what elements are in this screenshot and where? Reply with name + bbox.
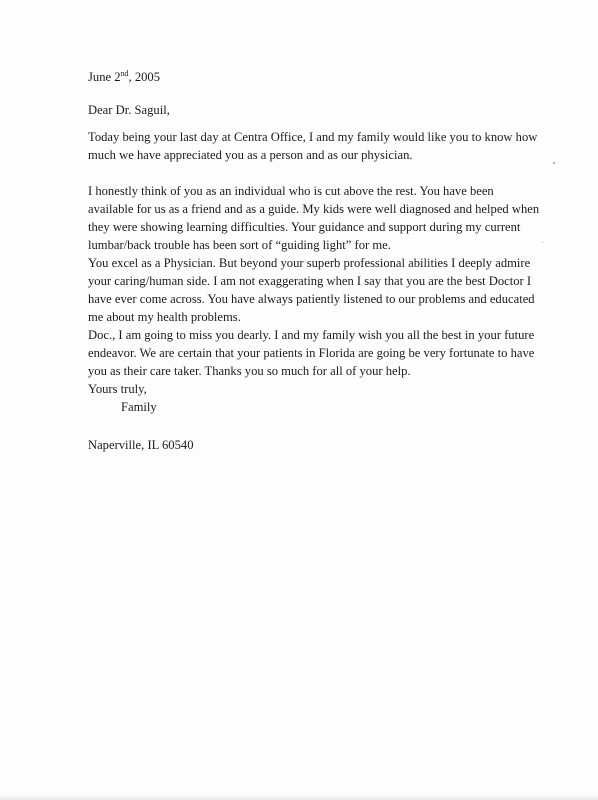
- paragraph-line: You excel as a Physician. But beyond your superb professional abilities I deeply admire: [88, 256, 531, 270]
- date-ordinal-suffix: nd: [120, 68, 129, 78]
- paragraph-3: [88, 254, 558, 326]
- date-month-day: June 2: [88, 70, 121, 84]
- paragraph-line: endeavor. We are certain that your patients in Florida are going be very fortunate to have: [88, 346, 535, 360]
- date-year: , 2005: [128, 70, 161, 84]
- paragraph-line: much we have appreciated you as a person and as our physician.: [88, 148, 413, 162]
- scan-speck: [542, 242, 543, 243]
- scan-speck: [553, 162, 555, 164]
- paragraph-line: Today being your last day at Centra Office, I and my family would like you to know how: [88, 130, 538, 144]
- letter-date: [88, 68, 558, 86]
- paragraph-line: they were showing learning difficulties. Your guidance and support during my current: [88, 220, 521, 234]
- paragraph-line: your caring/human side. I am not exaggerating when I say that you are the best Doctor I: [88, 274, 532, 288]
- paragraph-4: [88, 326, 558, 380]
- salutation: Dear Dr. Saguil,: [88, 103, 170, 117]
- scan-bottom-edge: [0, 794, 598, 800]
- paragraph-line: have ever come across. You have always patiently listened to our problems and educated: [88, 292, 535, 306]
- paragraph-2: [88, 182, 558, 254]
- paragraph-1: [88, 128, 558, 164]
- paragraph-line: you as their care taker. Thanks you so much for all of your help.: [88, 364, 411, 378]
- closing: Yours truly,: [88, 382, 147, 396]
- paragraph-line: available for us as a friend and as a guide. My kids were well diagnosed and helped when: [88, 202, 540, 216]
- sender-location: Naperville, IL 60540: [88, 438, 194, 452]
- paragraph-line: I honestly think of you as an individual who is cut above the rest. You have been: [88, 184, 494, 198]
- paragraph-line: Doc., I am going to miss you dearly. I and my family wish you all the best in your future: [88, 328, 535, 342]
- paragraph-line: me about my health problems.: [88, 310, 241, 324]
- signature: Family: [121, 400, 157, 414]
- paragraph-line: lumbar/back trouble has been sort of “guiding light” for me.: [88, 238, 391, 252]
